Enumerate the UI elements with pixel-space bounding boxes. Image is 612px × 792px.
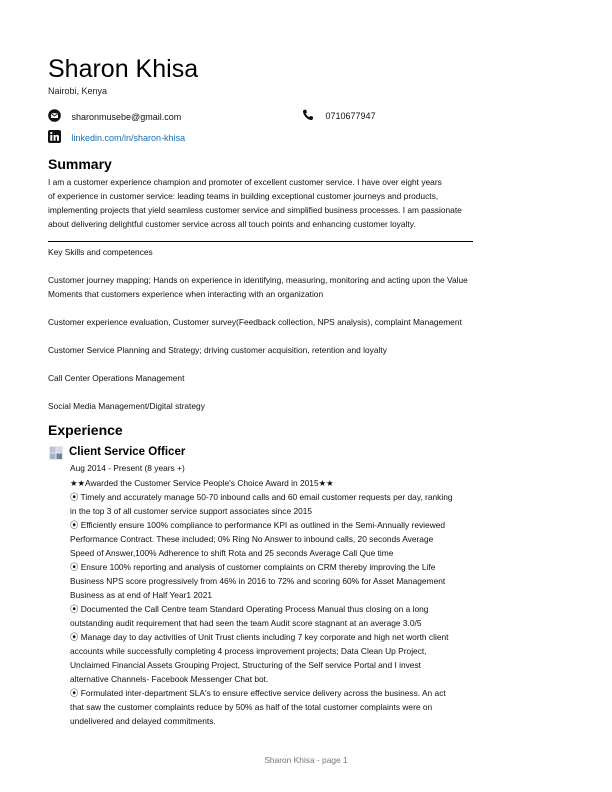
job-dates: Aug 2014 - Present (8 years +)	[70, 463, 185, 473]
job-line: accounts while successfully completing 4 process improvement projects; Data Clean Up Project,	[70, 646, 427, 656]
experience-heading: Experience	[48, 422, 123, 438]
phone-row	[302, 109, 376, 121]
job-line: Unclaimed Financial Assets Grouping Project, Structuring of the Self service Portal and I invest	[70, 660, 421, 670]
job-line: ⦿ Formulated inter-department SLA's to ensure effective service delivery across the business. An act	[70, 688, 446, 698]
job-line: Speed of Answer,100% Adherence to shift Rota and 25 seconds Average Call Que time	[70, 548, 394, 558]
phone-number: 0710677947	[325, 111, 376, 121]
job-line: alternative Channels- Facebook Messenger Chat bot.	[70, 674, 269, 684]
skill-item: Social Media Management/Digital strategy	[48, 401, 205, 411]
summary-line: of experience in customer service: leading teams in building exceptional customer journeys and products,	[48, 191, 439, 201]
linkedin-icon	[48, 130, 60, 142]
skill-item: Customer Service Planning and Strategy; driving customer acquisition, retention and loyalty	[48, 345, 387, 355]
job-line: outstanding audit requirement that had seen the team Audit score stagnant at an average 3.0/5	[70, 618, 422, 628]
summary-line: about delivering delightful customer service across all touch points and enhancing customer loyalty.	[48, 219, 416, 229]
skill-item-continued: Moments that customers experience when interacting with an organization	[48, 289, 324, 299]
section-divider	[48, 241, 473, 242]
location: Nairobi, Kenya	[48, 86, 108, 96]
job-line: ⦿ Ensure 100% reporting and analysis of customer complaints on CRM thereby improving the Life	[70, 562, 436, 572]
job-description	[70, 476, 540, 728]
company-logo-icon	[49, 446, 63, 460]
linkedin-link[interactable]: linkedin.com/in/sharon-khisa	[71, 133, 186, 143]
email-row	[48, 109, 181, 122]
summary-line: implementing projects that yield seamless customer service and simplified business processes. I am passionate	[48, 205, 462, 215]
page-footer: Sharon Khisa - page 1	[264, 755, 348, 765]
phone-icon	[302, 109, 314, 121]
skill-item: Call Center Operations Management	[48, 373, 185, 383]
skills-heading: Key Skills and competences	[48, 247, 153, 257]
job-line: ⦿ Timely and accurately manage 50-70 inbound calls and 60 email customer requests per day, ranking	[70, 492, 453, 502]
job-line: ⦿ Efficiently ensure 100% compliance to performance KPI as outlined in the Semi-Annually reviewed	[70, 520, 446, 530]
job-line: ⦿ Manage day to day activities of Unit Trust clients including 7 key corporate and high net worth client	[70, 632, 449, 642]
candidate-name: Sharon Khisa	[48, 55, 199, 83]
summary-paragraph	[48, 175, 548, 231]
skill-item: Customer experience evaluation, Customer survey(Feedback collection, NPS analysis), complaint Management	[48, 317, 462, 327]
job-line: ⦿ Documented the Call Centre team Standard Operating Process Manual thus closing on a long	[70, 604, 429, 614]
job-line: that saw the customer complaints reduce by 50% as half of the total customer complaints were on	[70, 702, 433, 712]
job-title: Client Service Officer	[69, 446, 186, 458]
job-line: ★★Awarded the Customer Service People's Choice Award in 2015★★	[70, 478, 334, 488]
job-line: Business NPS score progressively from 46% in 2016 to 72% and scoring 60% for Asset Management	[70, 576, 446, 586]
skill-item: Customer journey mapping; Hands on experience in identifying, measuring, monitoring and acting upon the Value	[48, 275, 468, 285]
job-line: Business as at end of Half Year1 2021	[70, 590, 213, 600]
job-line: Performance Contract. These included; 0% Ring No Answer to inbound calls, 20 seconds Average	[70, 534, 434, 544]
email-link[interactable]: sharonmusebe@gmail.com	[71, 112, 182, 122]
job-line: undelivered and delayed commitments.	[70, 716, 216, 726]
email-icon	[48, 109, 60, 121]
linkedin-row	[48, 130, 185, 143]
summary-heading: Summary	[48, 156, 112, 172]
summary-line: I am a customer experience champion and promoter of excellent customer service. I have over eight years	[48, 177, 442, 187]
job-line: in the top 3 of all customer service support associates since 2015	[70, 506, 313, 516]
